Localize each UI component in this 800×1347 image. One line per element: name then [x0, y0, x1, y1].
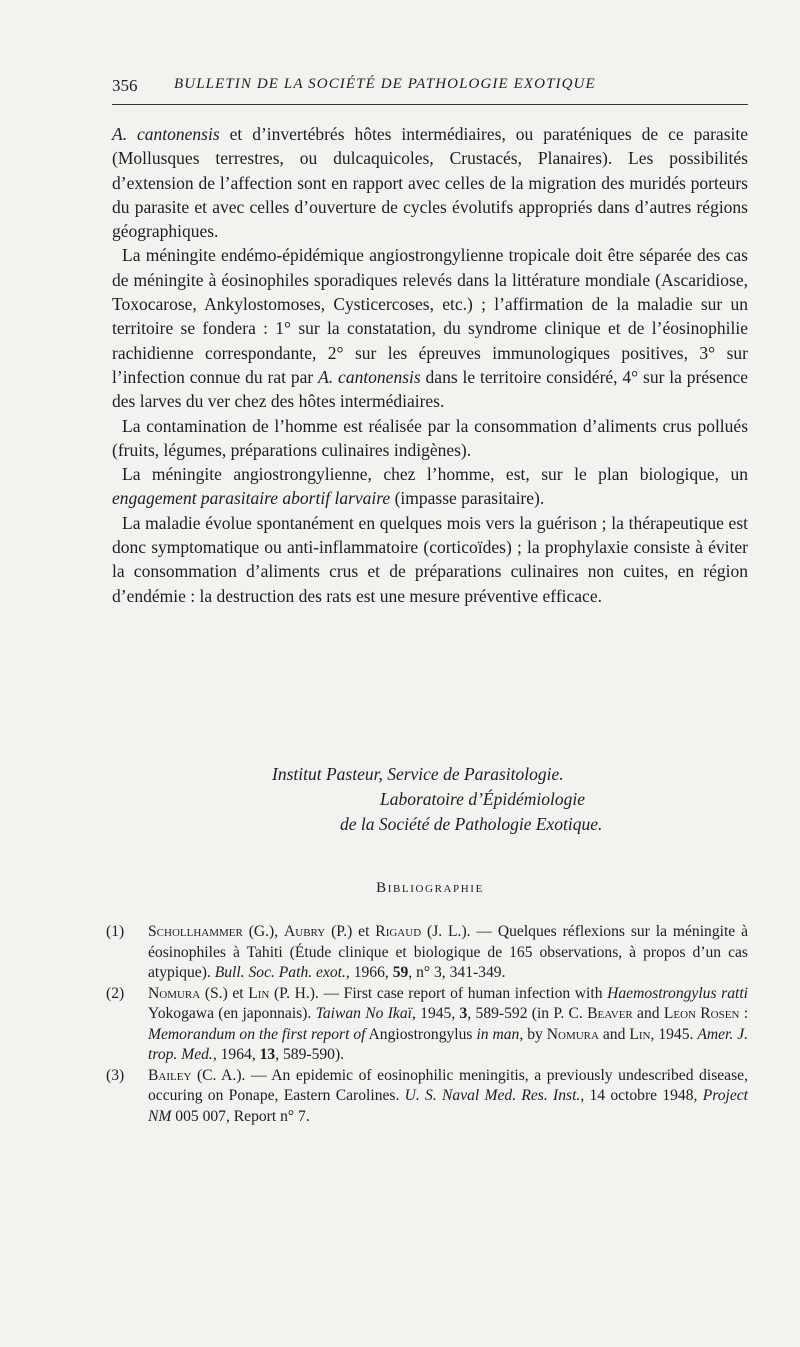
emphasis-text: engagement parasitaire abortif larvaire: [112, 488, 391, 509]
affiliation-line-3: de la Société de Pathologie Exotique.: [340, 814, 603, 834]
title-text: in man,: [476, 1025, 524, 1043]
running-title: BULLETIN DE LA SOCIÉTÉ DE PATHOLOGIE EXOTIQUE: [174, 76, 596, 92]
reference-number: (2): [106, 984, 125, 1002]
paragraph-1: [112, 122, 748, 243]
affiliation-line-2: Laboratoire d’Épidémiologie: [380, 789, 585, 809]
project-name: Project NM: [148, 1087, 749, 1125]
journal-name: Taiwan No Ikaï: [315, 1005, 412, 1022]
reference-text: , 1964,: [212, 1046, 260, 1063]
reference-text: , 14 octobre 1948,: [580, 1087, 703, 1104]
reference-text: (P. H.). — First case report of human infection with: [269, 984, 608, 1002]
author-name: Rigaud: [375, 923, 422, 940]
reference-1: [106, 922, 748, 984]
journal-name: Bull. Soc. Path. exot.: [214, 964, 346, 981]
author-name: Schollhammer: [148, 923, 243, 940]
volume-number: 59: [392, 964, 409, 981]
reference-3: [106, 1066, 749, 1128]
paragraph-text: et d’invertébrés hôtes intermédiaires, ou paraténiques de ce parasite (Mollusques terrestres, ou dulcaquicoles, Crustacés, Planaires). Les possibilités d’extension de l’affection sont en rapport avec celles de la migration des muridés porteurs du parasite et avec celles d’ouverture de cycles évolutifs appropriés dans d’autres régions géographiques.: [112, 124, 748, 242]
paragraph-text: La méningite endémo-épidémique angiostrongylienne tropicale doit être séparée des cas de méningite à éosinophiles sporadiques relevés dans la littérature mondiale (Ascaridiose, Toxocarose, Ankylostomoses, Cysticercoses, etc.) ; l’affirmation de la maladie sur un territoire se fondera : 1° sur la constatation, du syndrome clinique et de l’éosinophilie rachidienne correspondante, 2° sur les épreuves immunologiques positives, 3° sur l’infection connue du rat par: [112, 245, 748, 387]
page-header: [112, 76, 748, 105]
species-name: A. cantonensis: [112, 124, 220, 144]
reference-text: (S.) et: [200, 984, 249, 1002]
reference-text: and: [632, 1005, 664, 1022]
reference-text: , 1945,: [411, 1005, 460, 1022]
reference-text: and: [598, 1025, 630, 1043]
reference-text: , 1945.: [650, 1025, 698, 1043]
reference-text: Angiostrongylus: [365, 1025, 477, 1043]
paragraph-text: dans le territoire considéré, 4° sur la présence des larves du ver chez des hôtes intermédiaires.: [112, 366, 749, 412]
author-name: Nomura: [546, 1025, 599, 1043]
paragraph-3: La contamination de l’homme est réalisée par la consommation d’aliments crus pollués (fruits, légumes, préparations culinaires indigènes).: [112, 415, 748, 460]
bibliography-heading: Bibliographie: [376, 880, 484, 896]
article-body: [112, 122, 748, 608]
paragraph-2: [112, 243, 748, 413]
species-name: Haemostrongylus ratti: [607, 984, 748, 1002]
title-text: Memorandum on the first report of: [148, 1025, 366, 1043]
reference-text: , 589-592 (in P. C.: [467, 1005, 588, 1022]
author-name: Beaver: [587, 1005, 633, 1022]
author-name: Aubry: [284, 923, 326, 940]
bibliography-list: [106, 922, 749, 1127]
reference-text: (C. A.). — An epidemic of eosinophilic meningitis, a previously undescribed disease, occuring on Ponape, Eastern Carolines.: [148, 1066, 748, 1104]
author-name: Leon Rosen: [663, 1005, 740, 1022]
reference-text: (J. L.). — Quelques réflexions sur la méningite à éosinophiles à Tahiti (Étude clinique et biologique de 165 observations, à propos d’un cas atypique).: [148, 923, 748, 981]
paragraph-text: La méningite angiostrongylienne, chez l’homme, est, sur le plan biologique, un: [122, 464, 748, 485]
author-name: Lin: [248, 984, 270, 1002]
author-name: Nomura: [148, 984, 201, 1002]
paragraph-text: (impasse parasitaire).: [390, 488, 545, 509]
paragraph-5: La maladie évolue spontanément en quelques mois vers la guérison ; la thérapeutique est donc symptomatique ou anti-inflammatoire (corticoïdes) ; la prophylaxie consiste à éviter la consommation d’aliments crus et de préparations culinaires non cuites, en région d’endémie : la destruction des rats est une mesure préventive efficace.: [112, 512, 748, 606]
author-affiliation: [112, 762, 748, 837]
reference-text: by: [523, 1025, 547, 1043]
reference-text: , n° 3, 341-349.: [408, 964, 506, 981]
reference-2: [106, 984, 749, 1066]
journal-name: U. S. Naval Med. Res. Inst.: [404, 1087, 581, 1104]
page-number: 356: [112, 76, 138, 95]
author-name: Lin: [629, 1025, 651, 1043]
reference-text: , 1966,: [345, 964, 393, 981]
affiliation-line-1: Institut Pasteur, Service de Parasitologie.: [272, 764, 564, 784]
reference-text: :: [739, 1005, 749, 1022]
reference-number: (1): [106, 923, 125, 940]
reference-number: (3): [106, 1066, 125, 1084]
reference-text: , 589-590).: [275, 1046, 345, 1063]
reference-text: Yokogawa (en japonnais).: [148, 1005, 316, 1022]
reference-text: 005 007, Report n° 7.: [171, 1107, 310, 1125]
paragraph-4: [112, 462, 748, 511]
reference-text: (P.) et: [325, 923, 376, 940]
journal-name: Amer. J. trop. Med.: [148, 1025, 749, 1063]
volume-number: 13: [259, 1046, 276, 1063]
species-name: A. cantonensis: [318, 366, 421, 387]
volume-number: 3: [459, 1005, 468, 1022]
reference-text: (G.),: [242, 923, 285, 940]
author-name: Bailey: [148, 1066, 192, 1084]
